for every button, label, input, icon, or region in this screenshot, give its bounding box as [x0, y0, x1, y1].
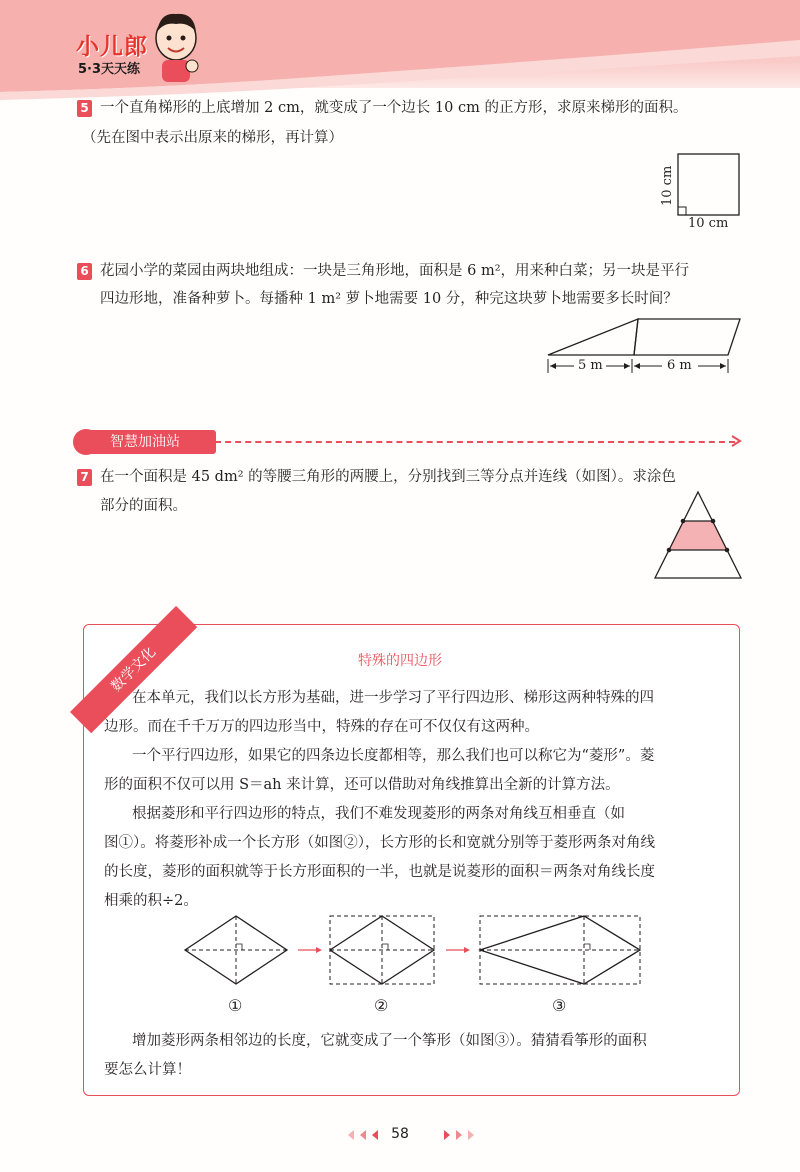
- problem-5-bottom-label: 10 cm: [688, 216, 729, 231]
- culture-ribbon: 数学文化: [70, 606, 197, 733]
- culture-para-3d: 相乘的积÷2。: [104, 893, 198, 909]
- figure-3-label: ③: [552, 996, 567, 1015]
- problem-5-line-1: 一个直角梯形的上底增加 2 cm，就变成了一个边长 10 cm 的正方形，求原来梯形的面积。: [100, 100, 688, 116]
- culture-para-2a: 一个平行四边形，如果它的四条边长度都相等，那么我们也可以称它为“菱形”。菱: [132, 748, 655, 764]
- culture-para-1b: 边形。而在千千万万的四边形当中，特殊的存在可不仅仅有这两种。: [104, 719, 539, 735]
- next-arrows-icon: [440, 1128, 484, 1142]
- problem-7-triangle-figure: [652, 490, 744, 582]
- brand-title: 小儿郎: [76, 34, 148, 60]
- mascot-icon: [150, 8, 202, 86]
- culture-closing-1: 增加菱形两条相邻边的长度，它就变成了一个筝形（如图③）。猜猜看筝形的面积: [132, 1033, 647, 1049]
- culture-title: 特殊的四边形: [358, 653, 442, 669]
- problem-7-number: 7: [77, 469, 92, 486]
- figure-1-rhombus: [185, 916, 287, 984]
- culture-para-3a: 根据菱形和平行四边形的特点，我们不难发现菱形的两条对角线互相垂直（如: [132, 806, 625, 822]
- problem-6-right-label: 6 m: [667, 358, 692, 373]
- figure-3-kite-in-rectangle: [480, 916, 640, 984]
- problem-6-line-1: 花园小学的菜园由两块地组成：一块是三角形地，面积是 6 m²，用来种白菜；另一块是平行: [100, 263, 690, 279]
- figure-2-label: ②: [374, 996, 389, 1015]
- problem-6-line-2: 四边形地，准备种萝卜。每播种 1 m² 萝卜地需要 10 分，种完这块萝卜地需要多长时间？: [100, 291, 678, 307]
- page-number: 58: [391, 1126, 409, 1142]
- culture-para-1a: 在本单元，我们以长方形为基础，进一步学习了平行四边形、梯形这两种特殊的四: [132, 690, 654, 706]
- problem-6-garden-figure: [544, 315, 744, 377]
- figure-2-rhombus-in-rectangle: [330, 916, 434, 984]
- problem-5-line-2: （先在图中表示出原来的梯形，再计算）: [82, 130, 343, 146]
- banner-end-arrow-icon: [730, 434, 744, 448]
- problem-7-line-2: 部分的面积。: [100, 498, 187, 514]
- culture-closing-2: 要怎么计算！: [104, 1062, 191, 1078]
- problem-6-number: 6: [77, 263, 92, 280]
- problem-7-line-1: 在一个面积是 45 dm² 的等腰三角形的两腰上，分别找到三等分点并连线（如图）。求涂色: [100, 469, 676, 485]
- problem-6-left-label: 5 m: [578, 358, 603, 373]
- figure-1-label: ①: [228, 996, 243, 1015]
- culture-para-2b: 形的面积不仅可以用 S＝ah 来计算，还可以借助对角线推算出全新的计算方法。: [104, 777, 620, 793]
- problem-5-square-figure: [676, 152, 742, 218]
- problem-5-number: 5: [77, 100, 92, 117]
- culture-para-3c: 的长度，菱形的面积就等于长方形面积的一半，也就是说菱形的面积＝两条对角线长度: [104, 864, 655, 880]
- brand-subtitle: 5·3天天练: [78, 62, 141, 77]
- rhombus-figures: [180, 912, 650, 992]
- banner-dashed-line: [215, 441, 735, 443]
- problem-5-side-label: 10 cm: [660, 165, 675, 206]
- section-banner: 智慧加油站: [76, 430, 216, 454]
- culture-para-3b: 图①）。将菱形补成一个长方形（如图②），长方形的长和宽就分别等于菱形两条对角线: [104, 835, 655, 851]
